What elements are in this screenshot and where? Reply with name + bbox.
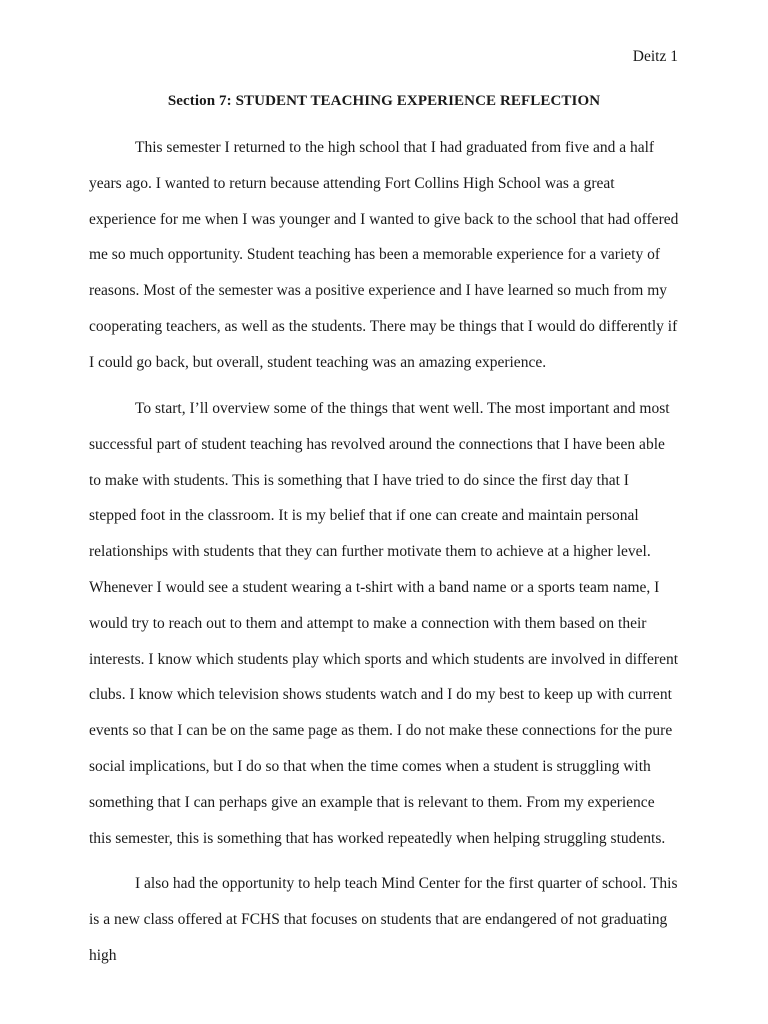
paragraph: I also had the opportunity to help teach Mind Center for the first quarter of school. This is a new class offered at FCHS that focuses on students that are endangered of not graduating high: [89, 875, 678, 964]
paragraph-3-block: [89, 866, 679, 973]
paragraph: To start, I’ll overview some of the things that went well. The most important and most successful part of student teaching has revolved around the connections that I have been able to make with students. This is something that I have tried to do since the first day that I stepped foot in the classroom. It is my belief that if one can create and maintain personal relationships with students that they can further motivate them to achieve at a higher level. Whenever I would see a student wearing a t-shirt with a band name or a sports team name, I would try to reach out to them and attempt to make a connection with them based on their interests. I know which students play which sports and which students are involved in different clubs. I know which television shows students watch and I do my best to keep up with current events so that I can be on the same page as them. I do not make these connections for the pure social implications, but I do so that when the time comes when a student is struggling with something that I can perhaps give an example that is relevant to them. From my experience this semester, this is something that has worked repeatedly when helping struggling students.: [89, 400, 679, 847]
section-title: Section 7: STUDENT TEACHING EXPERIENCE REFLECTION: [167, 93, 601, 109]
paragraph: This semester I returned to the high school that I had graduated from five and a half years ago. I wanted to return because attending Fort Collins High School was a great experience for me when I was younger and I wanted to give back to the school that had offered me so much opportunity. Student teaching has been a memorable experience for a variety of reasons. Most of the semester was a positive experience and I have learned so much from my cooperating teachers, as well as the students. There may be things that I would do differently if I could go back, but overall, student teaching was an amazing experience.: [89, 139, 679, 371]
running-head: Deitz 1: [632, 48, 678, 65]
paragraph-1-block: [89, 130, 679, 381]
paragraph-2-block: [89, 391, 679, 856]
